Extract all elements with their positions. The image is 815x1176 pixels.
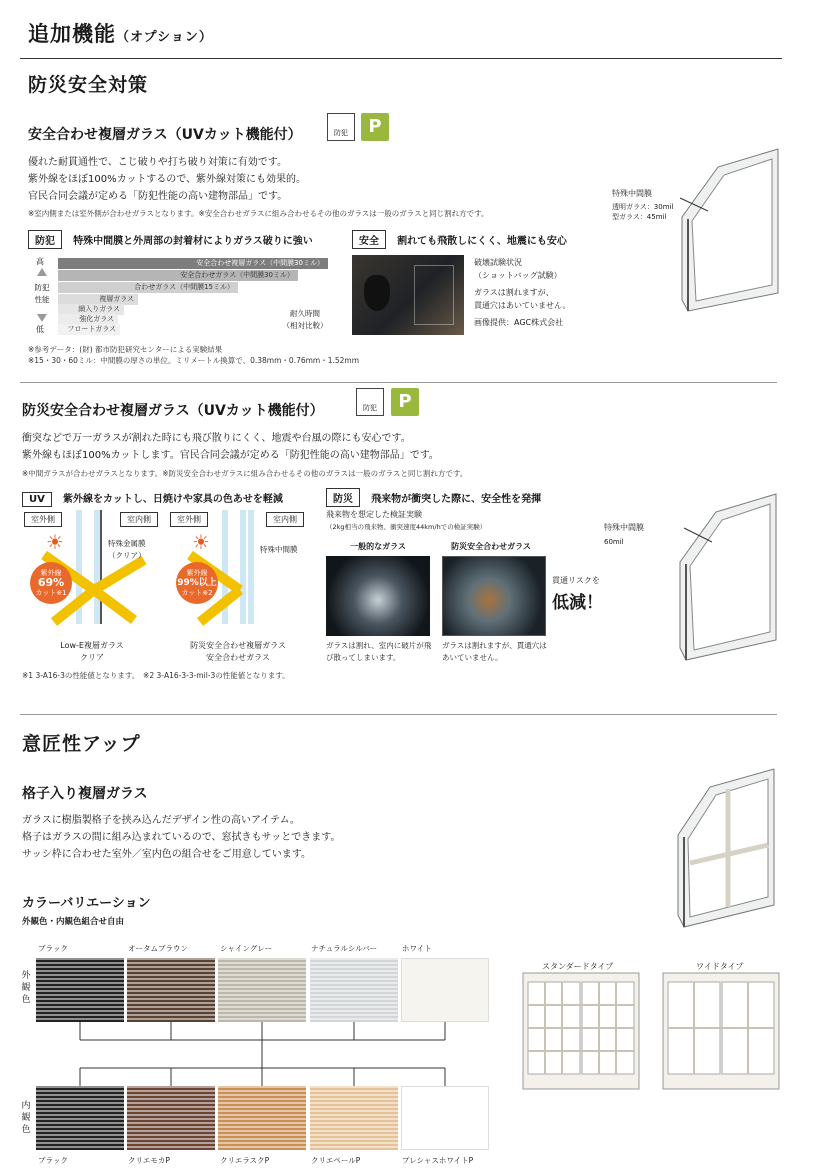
inner-color-name: クリエペールP xyxy=(311,1156,361,1165)
photo2-title: 防災安全合わせガラス xyxy=(451,542,531,551)
uv-footnote: ※1 3-A16-3の性能値となります。 ※2 3-A16-3-3-mil-3の性能値となります。 xyxy=(22,671,290,680)
color-variation-sub: 外観色・内観色組合せ自由 xyxy=(22,917,125,927)
chart-low-label: 低 xyxy=(36,325,44,334)
tag-bouhan: 防犯 xyxy=(28,230,62,249)
crime-prevention-badge xyxy=(356,388,384,416)
desc-line: 格子はガラスの間に組み込まれているので、窓拭きもサッとできます。 xyxy=(22,832,341,843)
divider xyxy=(20,382,777,383)
color-swatch-inner[interactable] xyxy=(36,1086,124,1150)
caption-title: 破壊試験状況 xyxy=(474,258,522,267)
tag-bousai: 防災 xyxy=(326,488,360,507)
tag-anzen-text: 割れても飛散しにくく、地震にも安心 xyxy=(397,236,567,247)
laminated-glass-diagram xyxy=(600,145,790,315)
bar-item: 安全合わせ複層ガラス（中間膜30ミル） xyxy=(58,258,328,269)
outer-color-name: ナチュラルシルバー xyxy=(311,944,378,953)
product1-note: ※室内側または室外側が合わせガラスとなります。※安全合わせガラスに組み合わせるその他のガラスは一般のガラスと同じ割れ方です。 xyxy=(28,209,489,218)
diagram-label: 特殊中間膜 xyxy=(612,189,652,198)
reference-note: ※参考データ：(財) 都市防犯研究センターによる実験結果 xyxy=(28,345,223,354)
bar-item: 網入りガラス xyxy=(58,304,124,315)
caption-line: Low-E複層ガラス xyxy=(60,641,124,650)
bar-item: フロートガラス xyxy=(58,324,120,335)
window-standard-caption: スタンダードタイプ xyxy=(542,962,614,971)
outer-color-name: ブラック xyxy=(38,944,68,953)
laminated-caption xyxy=(168,640,308,664)
inner-color-name: クリエモカP xyxy=(128,1156,170,1165)
lowe-caption xyxy=(32,640,152,664)
window-wide-caption: ワイドタイプ xyxy=(696,962,744,971)
outer-color-label: 外観色 xyxy=(21,971,31,1005)
desc-line: 衝突などで万一ガラスが割れた時にも飛び散りにくく、地震や台風の際にも安心です。 xyxy=(22,433,411,444)
color-swatch-outer[interactable] xyxy=(36,958,124,1022)
color-swatch-inner[interactable] xyxy=(310,1086,398,1150)
color-swatch-inner[interactable] xyxy=(401,1086,489,1150)
color-swatch-outer[interactable] xyxy=(401,958,489,1022)
risk-line: 貫通リスクを xyxy=(552,576,600,585)
outside-label: 室外側 xyxy=(24,512,62,527)
chart-high-label: 高 xyxy=(36,257,44,266)
caption-line: 貫通穴はあいていません。 xyxy=(474,301,571,310)
bar-item: 複層ガラス xyxy=(58,294,138,305)
badge-text: 防犯 xyxy=(334,129,348,137)
film-label: 特殊金属膜（クリア） xyxy=(108,539,146,560)
caption-line: クリア xyxy=(80,653,104,662)
product1-title: 安全合わせ複層ガラス（UVカット機能付） xyxy=(28,127,302,143)
sun-icon: ☀ xyxy=(46,530,64,554)
tag-uv-text: 紫外線をカットし、日焼けや家具の色あせを軽減 xyxy=(62,494,283,505)
uv-diagram-laminated xyxy=(168,510,308,660)
desc-line: 紫外線をほぼ100%カットするので、紫外線対策にも効果的。 xyxy=(28,174,306,185)
inside-label: 室内側 xyxy=(266,512,304,527)
section-heading-safety: 防災安全対策 xyxy=(28,74,149,96)
diagram-sub xyxy=(612,202,673,222)
bar-item: 強化ガラス xyxy=(58,314,118,325)
test-title: 飛来物を想定した検証実験 xyxy=(326,510,422,519)
color-swatch-outer[interactable] xyxy=(218,958,306,1022)
product2-description xyxy=(22,430,439,464)
color-variation-heading: カラーバリエーション xyxy=(22,896,151,911)
badge-line: 紫外線 xyxy=(186,569,208,577)
bar-item: 安全合わせガラス（中間膜30ミル） xyxy=(58,270,298,281)
crime-prevention-badge xyxy=(327,113,355,141)
inner-color-name: ブラック xyxy=(38,1156,68,1165)
shot-bag-test-photo xyxy=(352,255,464,335)
divider xyxy=(20,58,782,59)
grid-glass-description xyxy=(22,812,341,863)
shot-bag-icon xyxy=(364,275,390,311)
tag-uv: UV xyxy=(22,492,52,507)
desc-line: 紫外線もほぼ100%カットします。官民合同会議が定める「防犯性能の高い建物部品」です。 xyxy=(22,450,439,461)
tag-row-bousai xyxy=(326,487,541,507)
uv-cut-badge xyxy=(30,562,72,604)
caption-line: ガラスは割れますが、 xyxy=(474,288,554,297)
page-title-text: 追加機能 xyxy=(28,22,116,46)
product1-description xyxy=(28,154,306,205)
inner-color-name: クリエラスクP xyxy=(220,1156,270,1165)
cracked-glass-icon xyxy=(414,265,454,325)
inside-label: 室内側 xyxy=(120,512,158,527)
color-swatch-inner[interactable] xyxy=(218,1086,306,1150)
badge-line: カット※2 xyxy=(181,589,213,597)
tag-anzen: 安全 xyxy=(352,230,386,249)
photo2-caption: ガラスは割れますが、貫通穴はあいていません。 xyxy=(442,641,547,662)
chart-axis-label: 防犯性能 xyxy=(34,283,50,304)
photo-caption xyxy=(474,256,570,329)
impact-photo-general-glass xyxy=(326,556,430,636)
diagram-sub-line: 透明ガラス：30mil xyxy=(612,203,674,211)
caption-sub: （ショットバッグ試験） xyxy=(474,271,562,280)
color-swatch-outer[interactable] xyxy=(310,958,398,1022)
outer-color-name: シャイングレー xyxy=(220,944,273,953)
diagram-sub-line: 型ガラス：45mil xyxy=(612,213,667,221)
color-swatch-inner[interactable] xyxy=(127,1086,215,1150)
cp-mark-badge: P xyxy=(361,113,389,141)
badge-value: 69% xyxy=(37,576,65,589)
cp-mark-badge: P xyxy=(391,388,419,416)
combination-connector xyxy=(36,1022,492,1086)
photo-credit: 画像提供：AGC株式会社 xyxy=(474,318,564,327)
caption-line: 防災安全合わせ複層ガラス xyxy=(190,641,286,650)
tag-row-uv xyxy=(22,487,283,507)
tag-row-anzen xyxy=(352,229,567,249)
tag-row-bouhan xyxy=(28,229,313,249)
security-performance-chart xyxy=(28,252,338,338)
desc-line: 優れた耐貫通性で、こじ破りや打ち破り対策に有効です。 xyxy=(28,157,287,168)
risk-emphasis: 低減！ xyxy=(552,593,603,613)
diagram-sub: 60mil xyxy=(604,538,624,546)
risk-reduction xyxy=(552,575,603,613)
outer-color-name: オータムブラウン xyxy=(128,944,188,953)
product2-note: ※中間ガラスが合わせガラスとなります。※防災安全合わせガラスに組み合わせるその他のガラスは一般のガラスと同じ割れ方です。 xyxy=(22,469,468,478)
badge-value: 99%以上 xyxy=(177,578,217,588)
uv-diagram-lowe xyxy=(22,510,162,660)
impact-photo-laminated-glass xyxy=(442,556,546,636)
duration-label xyxy=(280,308,330,332)
arrow-down-icon xyxy=(37,314,47,322)
desc-line: 官民合同会議が定める「防犯性能の高い建物部品」です。 xyxy=(28,191,288,202)
inner-color-label: 内観色 xyxy=(21,1101,31,1135)
page-title-sub: （オプション） xyxy=(116,30,213,45)
grid-glass-diagram xyxy=(670,765,785,935)
grid-glass-title: 格子入り複層ガラス xyxy=(22,786,148,802)
photo1-caption: ガラスは割れ、室内に破片が飛び散ってしまいます。 xyxy=(326,641,432,662)
bar-item: 合わせガラス（中間膜15ミル） xyxy=(58,282,238,293)
desc-line: ガラスに樹脂製格子を挟み込んだデザイン性の高いアイテム。 xyxy=(22,815,300,826)
laminated-glass-diagram-2 xyxy=(600,490,790,665)
duration-label-line: 耐久時間 xyxy=(290,309,320,318)
section-heading-design: 意匠性アップ xyxy=(22,733,141,755)
badge-line: カット※1 xyxy=(35,589,67,597)
diagram-label: 特殊中間膜 xyxy=(604,523,644,532)
divider xyxy=(20,714,777,715)
desc-line: サッシ枠に合わせた室外／室内色の組合せをご用意しています。 xyxy=(22,849,311,860)
impact-test-title xyxy=(326,509,486,533)
caption-line: 安全合わせガラス xyxy=(206,653,270,662)
test-sub: （2kg相当の飛来物、衝突速度44km/hでの検証実験） xyxy=(326,523,487,531)
uv-cut-badge xyxy=(176,562,218,604)
page-title xyxy=(28,18,213,48)
photo1-title: 一般的なガラス xyxy=(350,542,406,551)
mil-note: ※15・30・60ミル：中間膜の厚さの単位。ミリメートル換算で、0.38mm・0.76mm・1.52mm xyxy=(28,356,360,365)
arrow-up-icon xyxy=(37,268,47,276)
badge-line: 紫外線 xyxy=(40,569,62,577)
outside-label: 室外側 xyxy=(170,512,208,527)
badge-text: 防犯 xyxy=(363,404,377,412)
tag-bouhan-text: 特殊中間膜と外周部の封着材によりガラス破りに強い xyxy=(73,236,313,247)
color-swatch-outer[interactable] xyxy=(127,958,215,1022)
product2-title: 防災安全合わせ複層ガラス（UVカット機能付） xyxy=(22,403,324,419)
window-wide-type xyxy=(662,972,780,1090)
tag-bousai-text: 飛来物が衝突した際に、安全性を発揮 xyxy=(371,494,542,505)
outer-color-name: ホワイト xyxy=(402,944,432,953)
sun-icon: ☀ xyxy=(192,530,210,554)
duration-label-line: （相対比較） xyxy=(282,321,328,330)
window-standard-type xyxy=(522,972,640,1090)
film-label: 特殊中間膜 xyxy=(260,545,298,554)
inner-color-name: プレシャスホワイトP xyxy=(402,1156,474,1165)
